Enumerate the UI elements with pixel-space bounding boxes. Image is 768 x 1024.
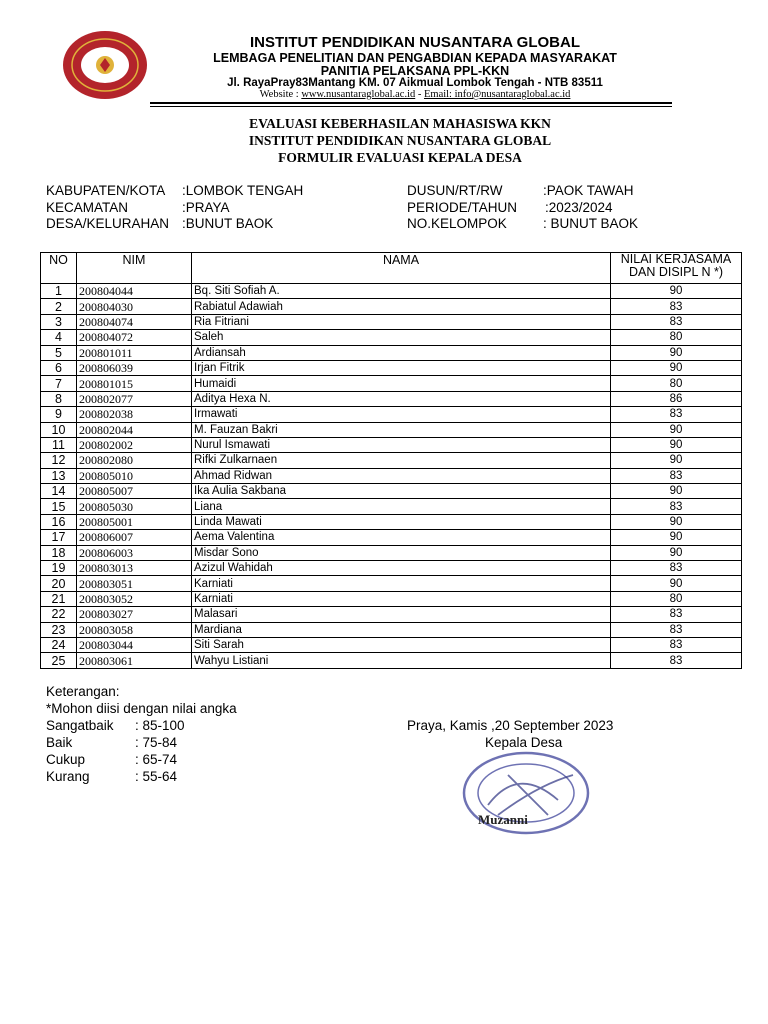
- row-nim: 200803061: [77, 653, 192, 668]
- row-nilai: 83: [611, 314, 742, 329]
- table-row: [41, 530, 742, 545]
- row-nim: 200805007: [77, 484, 192, 499]
- evaluation-table: [40, 252, 742, 669]
- scale-range: : 75-84: [135, 735, 178, 750]
- row-nim: 200804030: [77, 299, 192, 314]
- row-nim: 200803058: [77, 622, 192, 637]
- row-nim: 200805001: [77, 514, 192, 529]
- row-nilai: 90: [611, 514, 742, 529]
- row-nilai: 83: [611, 499, 742, 514]
- desa-value: :BUNUT BAOK: [182, 216, 274, 231]
- row-no: 4: [41, 330, 77, 345]
- row-no: 15: [41, 499, 77, 514]
- table-row: [41, 391, 742, 406]
- row-nama: Liana: [192, 499, 611, 514]
- scale-label: Sangatbaik: [46, 718, 114, 733]
- row-nama: Linda Mawati: [192, 514, 611, 529]
- village-stamp: [448, 745, 618, 845]
- keterangan-title: Keterangan:: [46, 684, 120, 699]
- table-row: [41, 591, 742, 606]
- table-row: [41, 561, 742, 576]
- table-row: [41, 314, 742, 329]
- row-nilai: 90: [611, 484, 742, 499]
- place-date: Praya, Kamis ,20 September 2023: [407, 718, 614, 733]
- row-no: 14: [41, 484, 77, 499]
- table-row: [41, 360, 742, 375]
- row-no: 18: [41, 545, 77, 560]
- dusun-value: :PAOK TAWAH: [543, 183, 634, 198]
- form-title-line2: INSTITUT PENDIDIKAN NUSANTARA GLOBAL: [248, 133, 552, 148]
- header-nilai: NILAI KERJASAMA DAN DISIPL N *): [611, 253, 742, 284]
- row-no: 7: [41, 376, 77, 391]
- row-no: 8: [41, 391, 77, 406]
- row-nama: Wahyu Listiani: [192, 653, 611, 668]
- row-nama: Rabiatul Adawiah: [192, 299, 611, 314]
- row-no: 17: [41, 530, 77, 545]
- header-nama: NAMA: [192, 253, 611, 284]
- contact-line: [170, 89, 660, 100]
- row-no: 24: [41, 637, 77, 652]
- row-nim: 200802080: [77, 453, 192, 468]
- scale-range: : 85-100: [135, 718, 185, 733]
- row-nama: Saleh: [192, 330, 611, 345]
- row-nama: Humaidi: [192, 376, 611, 391]
- row-nilai: 86: [611, 391, 742, 406]
- row-no: 19: [41, 561, 77, 576]
- row-nilai: 83: [611, 653, 742, 668]
- row-no: 20: [41, 576, 77, 591]
- kabupaten-value: :LOMBOK TENGAH: [182, 183, 304, 198]
- row-nama: Azizul Wahidah: [192, 561, 611, 576]
- row-nim: 200803052: [77, 591, 192, 606]
- scale-label: Baik: [46, 735, 73, 750]
- table-row: [41, 422, 742, 437]
- row-nim: 200802038: [77, 407, 192, 422]
- scale-range: : 65-74: [135, 752, 178, 767]
- row-nama: Karniati: [192, 576, 611, 591]
- table-row: [41, 545, 742, 560]
- table-row: [41, 330, 742, 345]
- row-nim: 200805010: [77, 468, 192, 483]
- row-nim: 200802077: [77, 391, 192, 406]
- table-row: [41, 284, 742, 299]
- row-nilai: 83: [611, 299, 742, 314]
- table-row: [41, 607, 742, 622]
- table-row: [41, 468, 742, 483]
- row-no: 6: [41, 360, 77, 375]
- row-nama: Siti Sarah: [192, 637, 611, 652]
- row-nilai: 83: [611, 468, 742, 483]
- row-nama: Ika Aulia Sakbana: [192, 484, 611, 499]
- row-nim: 200802002: [77, 437, 192, 452]
- row-nilai: 83: [611, 607, 742, 622]
- row-nama: Misdar Sono: [192, 545, 611, 560]
- panitia-name: PANITIA PELAKSANA PPL-KKN: [320, 64, 510, 78]
- institution-name: INSTITUT PENDIDIKAN NUSANTARA GLOBAL: [250, 34, 580, 51]
- header-no: NO: [41, 253, 77, 284]
- website-link[interactable]: www.nusantaraglobal.ac.id: [301, 89, 416, 100]
- row-nama: Irjan Fitrik: [192, 360, 611, 375]
- row-nilai: 90: [611, 545, 742, 560]
- table-row: [41, 514, 742, 529]
- row-nama: M. Fauzan Bakri: [192, 422, 611, 437]
- row-nim: 200806007: [77, 530, 192, 545]
- form-title-line1: EVALUASI KEBERHASILAN MAHASISWA KKN: [249, 116, 551, 131]
- row-nama: Ahmad Ridwan: [192, 468, 611, 483]
- row-nama: Ria Fitriani: [192, 314, 611, 329]
- row-no: 16: [41, 514, 77, 529]
- row-nim: 200801015: [77, 376, 192, 391]
- row-nilai: 80: [611, 376, 742, 391]
- table-row: [41, 499, 742, 514]
- row-no: 21: [41, 591, 77, 606]
- row-no: 11: [41, 437, 77, 452]
- row-no: 22: [41, 607, 77, 622]
- row-nim: 200805030: [77, 499, 192, 514]
- table-row: [41, 637, 742, 652]
- table-row: [41, 622, 742, 637]
- institution-logo: [62, 30, 148, 100]
- dusun-label: DUSUN/RT/RW: [407, 183, 503, 198]
- desa-label: DESA/KELURAHAN: [46, 216, 170, 231]
- row-nama: Bq. Siti Sofiah A.: [192, 284, 611, 299]
- row-nama: Mardiana: [192, 622, 611, 637]
- row-nama: Aema Valentina: [192, 530, 611, 545]
- row-no: 9: [41, 407, 77, 422]
- row-nilai: 80: [611, 591, 742, 606]
- email-link[interactable]: Email: info@nusantaraglobal.ac.id: [423, 89, 571, 100]
- table-row: [41, 345, 742, 360]
- table-row: [41, 453, 742, 468]
- row-nilai: 83: [611, 622, 742, 637]
- row-nilai: 83: [611, 637, 742, 652]
- row-nilai: 90: [611, 437, 742, 452]
- row-nama: Rifki Zulkarnaen: [192, 453, 611, 468]
- table-row: [41, 576, 742, 591]
- row-nilai: 80: [611, 330, 742, 345]
- row-no: 3: [41, 314, 77, 329]
- table-row: [41, 407, 742, 422]
- row-nim: 200801011: [77, 345, 192, 360]
- row-nim: 200806003: [77, 545, 192, 560]
- row-nim: 200804072: [77, 330, 192, 345]
- row-no: 23: [41, 622, 77, 637]
- header-nim: NIM: [77, 253, 192, 284]
- row-nim: 200804044: [77, 284, 192, 299]
- row-no: 12: [41, 453, 77, 468]
- row-nilai: 83: [611, 407, 742, 422]
- row-nilai: 83: [611, 561, 742, 576]
- row-no: 25: [41, 653, 77, 668]
- header-rule-thick: [150, 102, 672, 104]
- kelompok-label: NO.KELOMPOK: [407, 216, 507, 231]
- table-header-row: [41, 253, 742, 284]
- periode-label: PERIODE/TAHUN: [407, 200, 518, 215]
- table-row: [41, 437, 742, 452]
- table-row: [41, 299, 742, 314]
- row-nilai: 90: [611, 345, 742, 360]
- table-body: [41, 284, 742, 669]
- table-row: [41, 653, 742, 668]
- row-no: 5: [41, 345, 77, 360]
- table-row: [41, 376, 742, 391]
- row-nama: Malasari: [192, 607, 611, 622]
- row-no: 13: [41, 468, 77, 483]
- kecamatan-label: KECAMATAN: [46, 200, 129, 215]
- scale-range: : 55-64: [135, 769, 178, 784]
- kabupaten-label: KABUPATEN/KOTA: [46, 183, 166, 198]
- contact-separator: -: [415, 89, 424, 100]
- row-no: 2: [41, 299, 77, 314]
- scale-label: Kurang: [46, 769, 90, 784]
- row-nilai: 90: [611, 530, 742, 545]
- address: Jl. RayaPray83Mantang KM. 07 Aikmual Lombok Tengah - NTB 83511: [227, 77, 603, 89]
- row-nim: 200804074: [77, 314, 192, 329]
- row-no: 1: [41, 284, 77, 299]
- lembaga-name: LEMBAGA PENELITIAN DAN PENGABDIAN KEPADA MASYARAKAT: [213, 51, 617, 65]
- row-nim: 200803027: [77, 607, 192, 622]
- row-nama: Ardiansah: [192, 345, 611, 360]
- row-nilai: 90: [611, 422, 742, 437]
- kelompok-value: : BUNUT BAOK: [543, 216, 639, 231]
- row-nilai: 90: [611, 284, 742, 299]
- form-title-line3: FORMULIR EVALUASI KEPALA DESA: [278, 150, 522, 165]
- row-nim: 200803044: [77, 637, 192, 652]
- row-nama: Nurul Ismawati: [192, 437, 611, 452]
- kecamatan-value: :PRAYA: [182, 200, 230, 215]
- keterangan-note: *Mohon diisi dengan nilai angka: [46, 701, 237, 716]
- row-nama: Karniati: [192, 591, 611, 606]
- row-nim: 200806039: [77, 360, 192, 375]
- header-rule-thin: [150, 106, 672, 107]
- table-row: [41, 484, 742, 499]
- periode-value: :2023/2024: [545, 200, 613, 215]
- website-label: Website :: [259, 89, 299, 100]
- row-nilai: 90: [611, 360, 742, 375]
- row-no: 10: [41, 422, 77, 437]
- row-nilai: 90: [611, 453, 742, 468]
- row-nama: Aditya Hexa N.: [192, 391, 611, 406]
- signatory-position: Kepala Desa: [485, 735, 563, 750]
- row-nama: Irmawati: [192, 407, 611, 422]
- row-nim: 200803051: [77, 576, 192, 591]
- row-nim: 200802044: [77, 422, 192, 437]
- signatory-name: Muzanni: [478, 812, 528, 827]
- scale-label: Cukup: [46, 752, 86, 767]
- row-nim: 200803013: [77, 561, 192, 576]
- row-nilai: 90: [611, 576, 742, 591]
